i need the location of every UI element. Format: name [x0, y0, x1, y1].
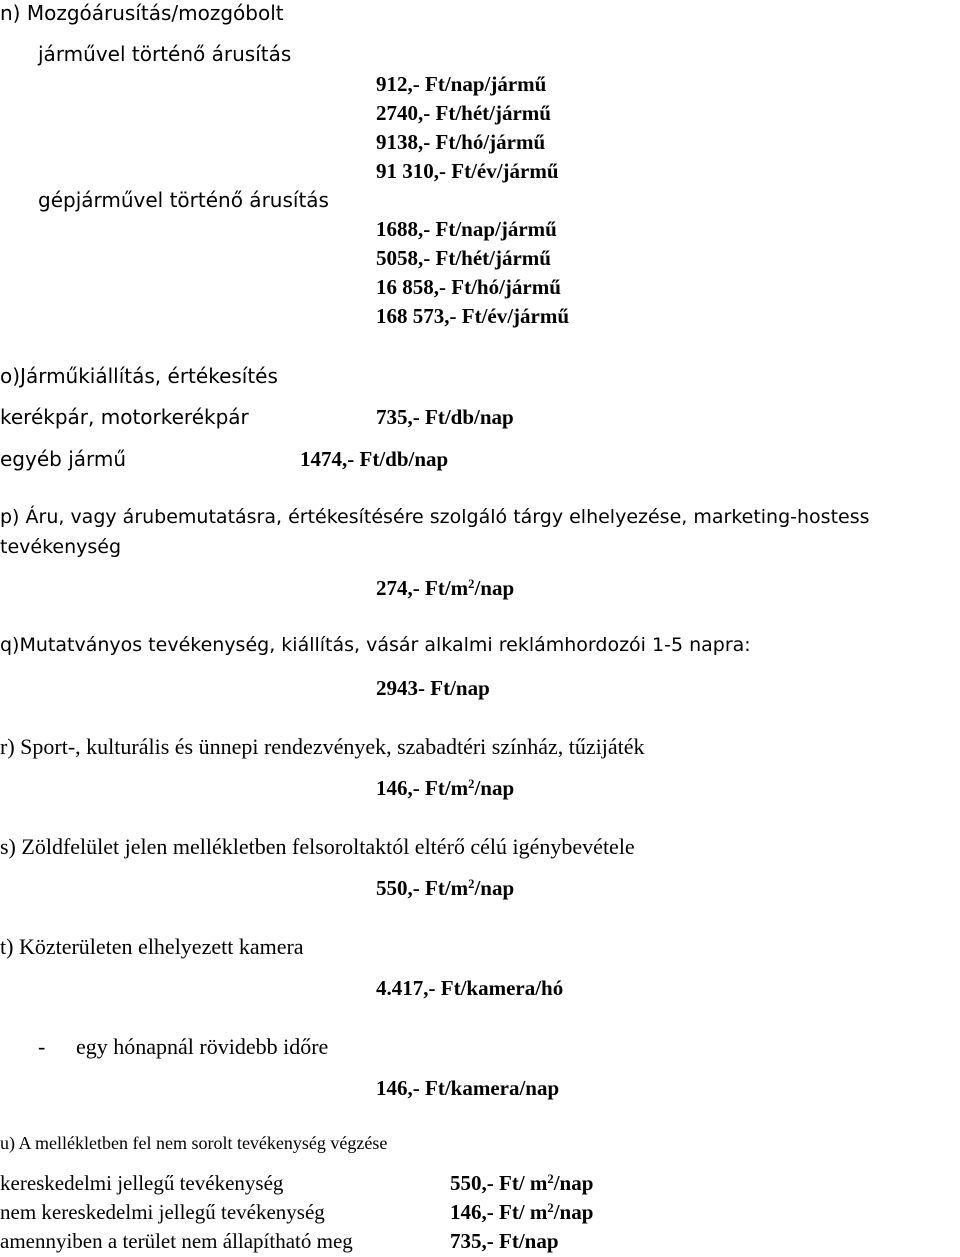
section-o-item-label: kerékpár, motorkerékpár — [0, 405, 249, 429]
section-r-text: r) Sport-, kulturális és ünnepi rendezvények, szabadtéri színház, tűzijáték — [0, 734, 645, 759]
dash-bullet: - — [38, 1034, 46, 1059]
rate-line: 168 573,- Ft/év/jármű — [376, 304, 570, 328]
section-n-heading: n) Mozgóárusítás/mozgóbolt — [0, 1, 284, 25]
rate-line: 9138,- Ft/hó/jármű — [376, 130, 546, 154]
rate-line: 4.417,- Ft/kamera/hó — [376, 976, 564, 1000]
rate-line: 146,- $Ft/m^2$/nap — [376, 776, 515, 800]
rate-line: 146,- Ft/ $m^2$/nap — [450, 1200, 594, 1224]
rate-line: 2943- Ft/nap — [376, 676, 490, 700]
section-u-row-label: amennyiben a terület nem állapítható meg — [0, 1229, 353, 1253]
section-o-item-label: egyéb jármű — [0, 447, 127, 471]
rate-line: 91 310,- Ft/év/jármű — [376, 159, 559, 183]
rate-line: 912,- Ft/nap/jármű — [376, 72, 547, 96]
section-q-text: q)Mutatványos tevékenység, kiállítás, vásár alkalmi reklámhordozói 1-5 napra: — [0, 634, 751, 656]
section-n-sub2-label: gépjárművel történő árusítás — [38, 188, 329, 212]
rate-line: 1688,- Ft/nap/jármű — [376, 217, 557, 241]
rate-line: 550,- $Ft/m^2$/nap — [376, 876, 515, 900]
section-u-heading: u) A mellékletben fel nem sorolt tevékenység végzése — [0, 1133, 388, 1153]
rate-line: 2740,- Ft/hét/jármű — [376, 101, 551, 125]
rate-line: 735,- Ft/db/nap — [376, 405, 514, 429]
rate-line: 550,- Ft/ $m^2$/nap — [450, 1171, 594, 1195]
section-t-sub-label: egy hónapnál rövidebb időre — [76, 1034, 329, 1059]
section-u-row-label: nem kereskedelmi jellegű tevékenység — [0, 1200, 325, 1224]
rate-line: 735,- Ft/nap — [450, 1229, 559, 1253]
section-n-sub1-label: járművel történő árusítás — [38, 42, 292, 66]
section-s-text: s) Zöldfelület jelen mellékletben felsoroltaktól eltérő célú igénybevétele — [0, 834, 635, 859]
rate-line: 5058,- Ft/hét/jármű — [376, 246, 551, 270]
rate-line: 146,- Ft/kamera/nap — [376, 1076, 560, 1100]
section-p-text: p) Áru, vagy árubemutatásra, értékesítésére szolgáló tárgy elhelyezése, marketing-hostess — [0, 506, 870, 528]
rate-line: 16 858,- Ft/hó/jármű — [376, 275, 561, 299]
section-o-heading: o)Járműkiállítás, értékesítés — [0, 364, 278, 388]
rate-line: 274,- $Ft/m^2$/nap — [376, 576, 515, 600]
rate-line: 1474,- Ft/db/nap — [300, 447, 449, 471]
section-u-row-label: kereskedelmi jellegű tevékenység — [0, 1171, 284, 1195]
section-p-text-cont: tevékenység — [0, 536, 122, 558]
section-t-text: t) Közterületen elhelyezett kamera — [0, 934, 304, 959]
